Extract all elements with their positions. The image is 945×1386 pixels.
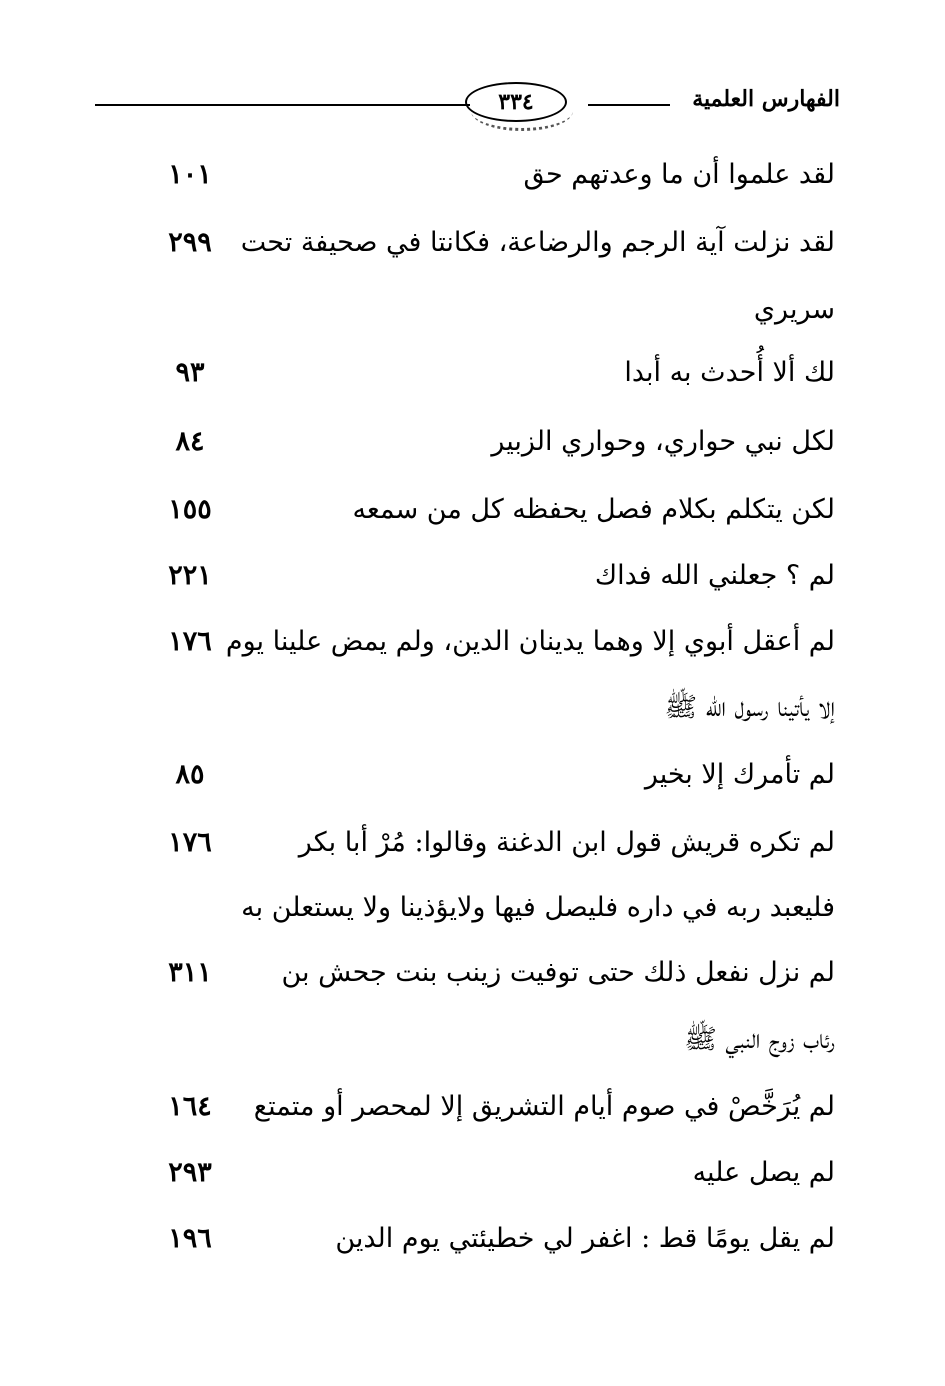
entry-1-line2: سريري [753,294,835,325]
header-rule-left [95,104,470,106]
entry-2-page: ٩٣ [175,357,205,388]
entry-9-line1: لم نزل نفعل ذلك حتى توفيت زينب بنت جحش بن [281,957,835,988]
entry-8-line2: فليعبد ربه في داره فليصل فيها ولايؤذينا ولا يستعلن به [241,892,835,923]
entry-11-page: ٢٩٣ [168,1157,212,1188]
entry-3-page: ٨٤ [175,426,205,457]
entry-5-page: ٢٢١ [168,560,212,591]
entry-10-line1: لم يُرَخَّصْ في صوم أيام التشريق إلا لمحصر أو متمتع [253,1091,835,1122]
page-number: ٣٣٤ [498,89,534,115]
page-header [95,82,840,126]
entry-7-page: ٨٥ [175,759,205,790]
entry-4-page: ١٥٥ [168,494,212,525]
header-rule-right [588,104,670,106]
header-title: الفهارس العلمية [692,86,840,112]
entry-11-line1: لم يصل عليه [692,1157,835,1188]
entry-0-line1: لقد علموا أن ما وعدتهم حق [523,159,835,190]
entry-12-page: ١٩٦ [168,1223,212,1254]
entry-2-line1: لك ألا أُحدث به أبدا [624,357,835,388]
entry-10-page: ١٦٤ [168,1091,212,1122]
entry-12-line1: لم يقل يومًا قط : اغفر لي خطيئتي يوم الدين [335,1223,835,1254]
entry-4-line1: لكن يتكلم بكلام فصل يحفظه كل من سمعه [352,494,835,525]
entry-9-line2: رئاب زوج النبي ﷺ [684,1024,835,1055]
entry-9-page: ٣١١ [168,957,212,988]
entry-7-line1: لم تأمرك إلا بخير [644,759,835,790]
entry-8-page: ١٧٦ [168,827,212,858]
entry-1-line1: لقد نزلت آية الرجم والرضاعة، فكانتا في صحيفة تحت [240,227,835,258]
entry-6-page: ١٧٦ [168,626,212,657]
entry-5-line1: لم ؟ جعلني الله فداك [594,560,835,591]
entry-6-line2: إلا يأتينا رسول الله ﷺ [664,692,835,723]
entry-1-page: ٢٩٩ [168,227,212,258]
page-number-badge [465,82,567,122]
entry-0-page: ١٠١ [168,159,212,190]
entry-6-line1: لم أعقل أبوي إلا وهما يدينان الدين، ولم يمض علينا يوم [225,626,835,657]
entry-3-line1: لكل نبي حواري، وحواري الزبير [491,426,835,457]
entry-8-line1: لم تكره قريش قول ابن الدغنة وقالوا: مُرْ أبا بكر [298,827,835,858]
